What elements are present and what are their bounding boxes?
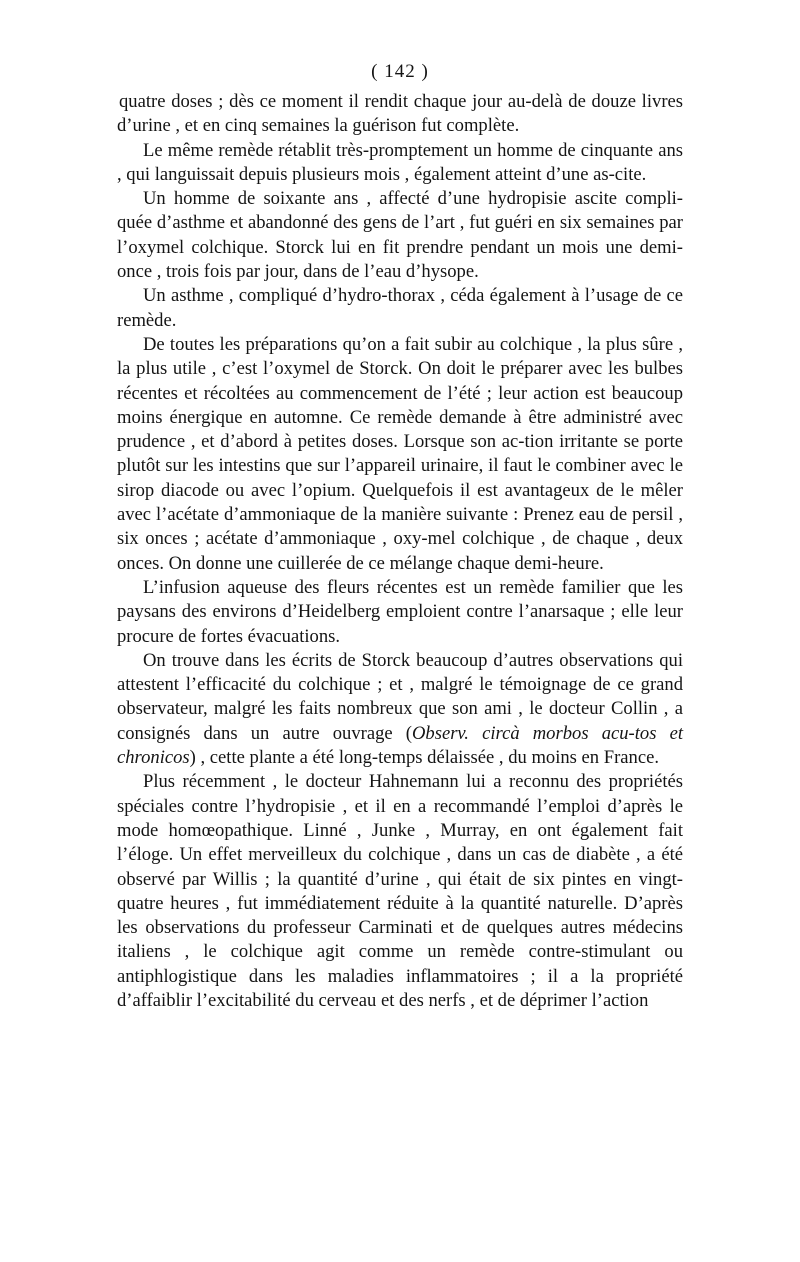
paragraph-1 — [117, 90, 683, 139]
paragraph-text: quatre doses ; dès ce moment il rendit chaque jour au-delà de douze livres d’urine , et en cinq semaines la guérison fut complète. — [117, 91, 683, 137]
paragraph-2 — [117, 139, 683, 188]
citation-title: Observ. circà morbos acu-tos et chronicos — [117, 722, 683, 769]
paragraph-text: Un asthme , compliqué d’hydro-thorax , céda également à l’usage de ce remède. — [117, 285, 683, 331]
paragraph-7 — [117, 649, 683, 770]
paragraph-text: ) , cette plante a été long-temps délaissée , du moins en France. — [189, 747, 659, 769]
paragraph-4 — [117, 284, 683, 333]
book-page — [117, 60, 683, 1013]
page-number: ( 142 ) — [371, 61, 429, 82]
paragraph-8 — [117, 770, 683, 1013]
paragraph-6 — [117, 576, 683, 649]
paragraph-text: Le même remède rétablit très-promptement un homme de cinquante ans , qui languissait depuis plusieurs mois , également atteint d’une as-cite. — [117, 139, 683, 185]
paragraph-3 — [117, 187, 683, 284]
paragraph-text: De toutes les préparations qu’on a fait subir au colchique , la plus sûre , la plus utile , c’est l’oxymel de Storck. On doit le préparer avec les bulbes récentes et récoltées au commencement de l’été ; leur action est beaucoup moins énergique en automne. Ce remède demande à être administré avec prudence , et d’abord à petites doses. Lorsque son ac-tion irritante se porte plutôt sur les intestins que sur l’appareil urinaire, il faut le combiner avec le sirop diacode ou avec l’opium. Quelquefois il est avantageux de le mêler avec l’acétate d’ammoniaque de la manière suivante : Prenez eau de persil , six onces ; acétate d’ammoniaque , oxy-mel colchique , de chaque , deux onces. On donne une cuillerée de ce mélange chaque demi-heure. — [117, 333, 683, 574]
paragraph-5 — [117, 333, 683, 576]
paragraph-text: Un homme de soixante ans , affecté d’une hydropisie ascite compli-quée d’asthme et abandonné des gens de l’art , fut guéri en six semaines par l’oxymel colchique. Storck lui en fit prendre pendant un mois une demi-once , trois fois par jour, dans de l’eau d’hysope. — [117, 188, 683, 283]
paragraph-text: L’infusion aqueuse des fleurs récentes est un remède familier que les paysans des environs d’Heidelberg emploient contre l’anarsaque ; elle leur procure de fortes évacuations. — [117, 576, 683, 647]
paragraph-text: On trouve dans les écrits de Storck beaucoup d’autres observations qui attestent l’efficacité du colchique ; et , malgré le témoignage de ce grand observateur, malgré les faits nombreux que son ami , le docteur Collin , a consignés dans un autre ouvrage ( — [117, 649, 683, 744]
paragraph-text: Plus récemment , le docteur Hahnemann lui a reconnu des propriétés spéciales contre l’hydropisie , et il en a recommandé l’emploi d’après le mode homœopathique. Linné , Junke , Murray, en ont également fait l’éloge. Un effet merveilleux du colchique , dans un cas de diabète , a été observé par Willis ; la quantité d’urine , qui était de six pintes en vingt-quatre heures , fut immédiatement réduite à la quantité naturelle. D’après les observations du professeur Carminati et de quelques autres médecins italiens , le colchique agit comme un remède contre-stimulant ou antiphlogistique dans les maladies inflammatoires ; il a la propriété d’affaiblir l’excitabilité du cerveau et des nerfs , et de déprimer l’action — [117, 771, 683, 1011]
